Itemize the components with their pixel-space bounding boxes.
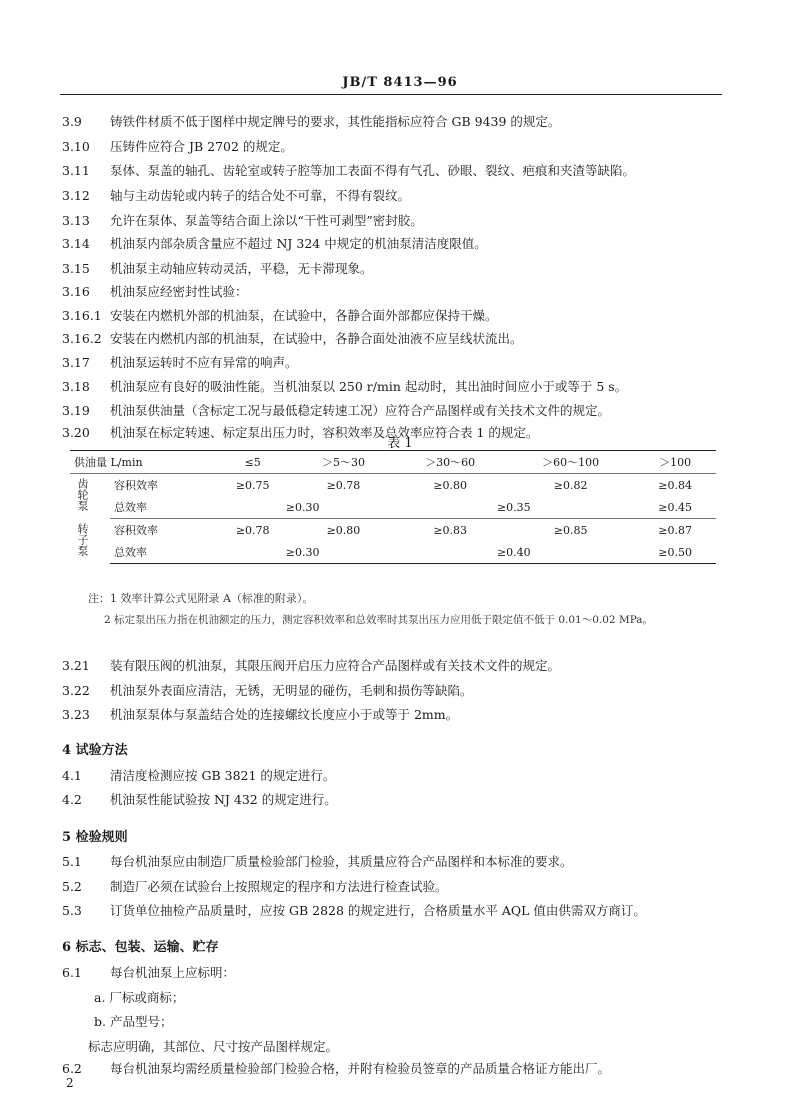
clause-line: 标志应明确，其部位、尺寸按产品图样规定。 [88, 1039, 339, 1054]
clause-text: 机油泵主动轴应转动灵活，平稳，无卡滞现象。 [110, 261, 373, 276]
range-cell: ≤5 [212, 451, 294, 474]
clause-number: 4.2 [62, 792, 82, 807]
clause-line [62, 656, 560, 674]
table-note: 2 标定泵出压力指在机油额定的压力，测定容积效率和总效率时其泵出压力应用低于限定值不低于 0.01～0.02 MPa。 [104, 614, 654, 626]
clause-line [62, 282, 248, 300]
clause-number: 3.9 [62, 114, 82, 129]
clause-number: 5.3 [62, 903, 82, 918]
clause-line: b. 产品型号； [94, 1014, 173, 1029]
clause-text: 清洁度检测应按 GB 3821 的规定进行。 [110, 768, 336, 783]
range-cell: ＞60～100 [507, 451, 634, 474]
clause-number: 3.16 [62, 284, 90, 299]
clause-line [62, 234, 487, 252]
clause-line [62, 766, 335, 784]
table-cell: ≥0.35 [393, 496, 634, 519]
table-cell: ≥0.78 [326, 478, 361, 492]
clause-line [62, 377, 627, 395]
table-cell: ≥0.87 [658, 523, 692, 537]
clause-text: 机油泵外表面应清洁，无锈，无明显的碰伤，毛刺和损伤等缺陷。 [110, 683, 473, 698]
table-cell: ≥0.82 [553, 478, 588, 492]
clause-text: 允许在泵体、泵盖等结合面上涂以“干性可剥型”密封胶。 [110, 213, 423, 228]
table-cell: ≥0.83 [433, 523, 468, 537]
clause-line [62, 401, 610, 419]
clause-line [62, 852, 573, 870]
clause-text: 机油泵性能试验按 NJ 432 的规定进行。 [110, 792, 337, 807]
rotor-pump-label: 转子泵 [76, 523, 89, 556]
clause-line [62, 259, 373, 277]
clause-text: 每台机油泵上应标明： [110, 965, 236, 980]
page-header: JB/T 8413—96 [342, 75, 458, 90]
table-cell: ≥0.75 [235, 478, 270, 492]
clause-line [62, 901, 646, 919]
table-cell: ≥0.80 [433, 478, 468, 492]
clause-number: 3.19 [62, 403, 90, 418]
row-label: 容积效率 [114, 524, 158, 537]
clause-line [62, 1059, 610, 1077]
clause-text: 订货单位抽检产品质量时，应按 GB 2828 的规定进行，合格质量水平 AQL 值由供需双方商订。 [110, 903, 646, 918]
range-cell: ＞30～60 [393, 451, 507, 474]
clause-text: 压铸件应符合 JB 2702 的规定。 [110, 139, 293, 154]
clause-number: 3.18 [62, 379, 90, 394]
clause-text: 安装在内燃机内部的机油泵，在试验中，各静合面处油液不应呈线状流出。 [110, 331, 523, 346]
clause-line [62, 705, 458, 723]
table-cell: ≥0.80 [326, 523, 361, 537]
clause-text: 轴与主动齿轮或内转子的结合处不可靠，不得有裂纹。 [110, 188, 411, 203]
clause-number: 3.10 [62, 139, 90, 154]
clause-text: 铸铁件材质不低于图样中规定牌号的要求，其性能指标应符合 GB 9439 的规定。 [110, 114, 561, 129]
table-cell: ≥0.84 [658, 478, 692, 492]
clause-text: 装有限压阀的机油泵，其限压阀开启压力应符合产品图样或有关技术文件的规定。 [110, 658, 561, 673]
clause-number: 4.1 [62, 768, 82, 783]
clause-number: 3.14 [62, 236, 90, 251]
clause-number: 3.21 [62, 658, 90, 673]
clause-number: 3.12 [62, 188, 90, 203]
clause-line [62, 877, 448, 895]
clause-text: 每台机油泵均需经质量检验部门检验合格，并附有检验员签章的产品质量合格证方能出厂。 [110, 1061, 611, 1076]
clause-number: 6.1 [62, 965, 82, 980]
clause-number: 3.22 [62, 683, 90, 698]
efficiency-table [70, 450, 716, 564]
table-note: 注：1 效率计算公式见附录 A（标准的附录）。 [88, 592, 314, 605]
clause-text: 机油泵泵体与泵盖结合处的连接螺纹长度应小于或等于 2mm。 [110, 707, 459, 722]
clause-line [62, 186, 410, 204]
clause-text: 机油泵供油量（含标定工况与最低稳定转速工况）应符合产品图样或有关技术文件的规定。 [110, 403, 611, 418]
clause-line [62, 306, 498, 324]
clause-line [62, 329, 523, 347]
clause-text: 机油泵在标定转速、标定泵出压力时，容积效率及总效率应符合表 1 的规定。 [110, 425, 539, 440]
table-cell: ≥0.45 [634, 496, 716, 519]
table-cell: ≥0.78 [235, 523, 270, 537]
clause-text: 机油泵应有良好的吸油性能。当机油泵以 250 r/min 起动时，其出油时间应小于或等于 5 s。 [110, 379, 628, 394]
clause-line [62, 211, 423, 229]
range-cell: ＞5～30 [294, 451, 394, 474]
table-cell: ≥0.85 [553, 523, 588, 537]
clause-line [62, 353, 298, 371]
clause-text: 每台机油泵应由制造厂质量检验部门检验，其质量应符合产品图样和本标准的要求。 [110, 854, 573, 869]
row-label: 容积效率 [114, 479, 158, 492]
page-number: 2 [66, 1076, 74, 1090]
table-cell: ≥0.30 [212, 541, 394, 564]
clause-line [62, 112, 560, 130]
clause-text: 机油泵运转时不应有异常的响声。 [110, 355, 298, 370]
section-heading: 5 检验规则 [62, 830, 128, 845]
header-rule [60, 94, 722, 95]
row-label: 总效率 [110, 541, 212, 564]
table-caption: 表 1 [387, 436, 413, 451]
clause-line [62, 681, 473, 699]
section-heading: 4 试验方法 [62, 743, 128, 758]
clause-number: 6.2 [62, 1061, 82, 1076]
clause-line [62, 161, 635, 179]
clause-number: 3.20 [62, 425, 90, 440]
range-cell: ＞100 [634, 451, 716, 474]
clause-number: 3.11 [62, 163, 90, 178]
clause-text: 机油泵内部杂质含量应不超过 NJ 324 中规定的机油泵清洁度限值。 [110, 236, 487, 251]
row-label: 总效率 [110, 496, 212, 519]
clause-number: 3.17 [62, 355, 90, 370]
clause-number: 3.13 [62, 213, 90, 228]
clause-number: 5.1 [62, 854, 82, 869]
clause-line [62, 963, 235, 981]
table-cell: ≥0.40 [393, 541, 634, 564]
clause-line [62, 137, 293, 155]
clause-number: 5.2 [62, 879, 82, 894]
gear-pump-label: 齿轮泵 [76, 478, 89, 512]
clause-text: 安装在内燃机外部的机油泵，在试验中，各静合面外部都应保持干燥。 [110, 308, 498, 323]
clause-text: 制造厂必须在试验台上按照规定的程序和方法进行检查试验。 [110, 879, 448, 894]
table-cell: ≥0.50 [634, 541, 716, 564]
clause-number: 3.15 [62, 261, 90, 276]
clause-number: 3.16.2 [62, 331, 102, 346]
table-cell: ≥0.30 [212, 496, 394, 519]
clause-line: a. 厂标或商标； [94, 990, 185, 1005]
clause-line [62, 790, 337, 808]
clause-text: 机油泵应经密封性试验： [110, 284, 248, 299]
clause-number: 3.16.1 [62, 308, 102, 323]
clause-text: 泵体、泵盖的轴孔、齿轮室或转子腔等加工表面不得有气孔、砂眼、裂纹、疤痕和夹渣等缺陷。 [110, 163, 636, 178]
section-heading: 6 标志、包装、运输、贮存 [62, 940, 219, 955]
table-head-label: 供油量 L/min [70, 451, 212, 474]
clause-number: 3.23 [62, 707, 90, 722]
